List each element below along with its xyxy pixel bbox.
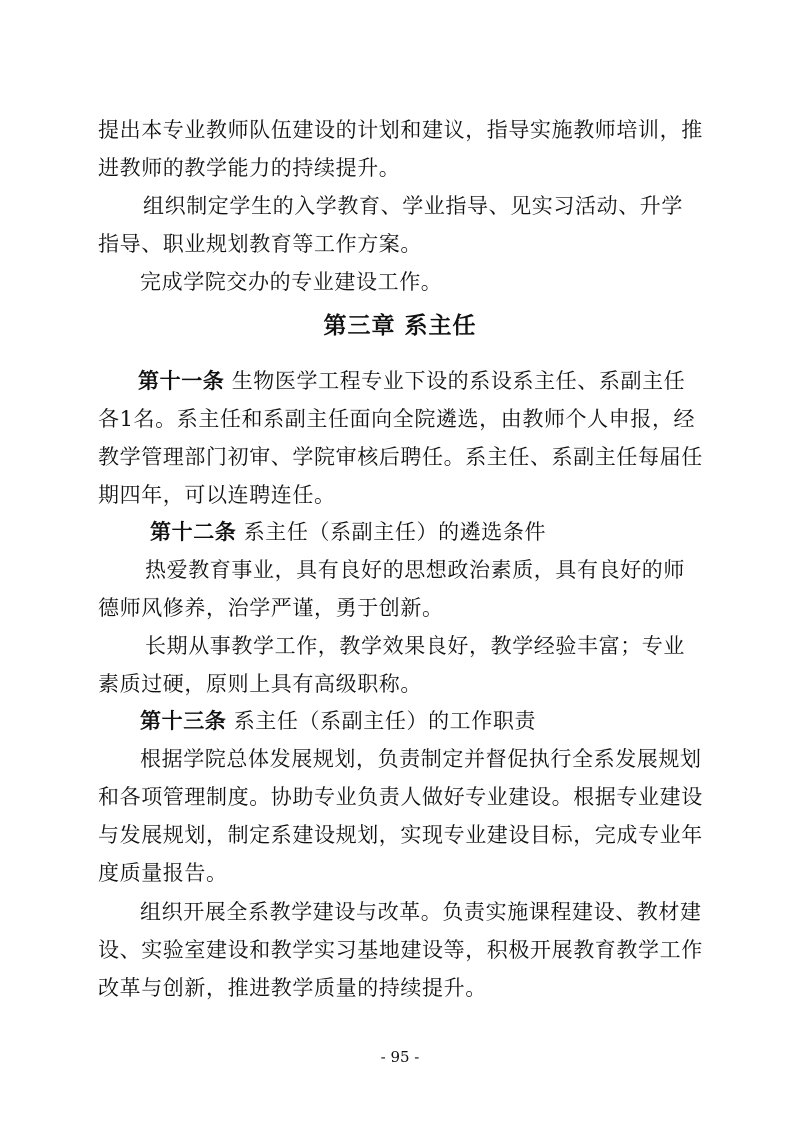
article-11-text: 生物医学工程专业下设的系设系主任、系副主任 (231, 369, 686, 393)
body-text-line: 完成学院交办的专业建设工作。 (140, 270, 443, 294)
article-13-title: 系主任（系副主任）的工作职责 (233, 709, 537, 733)
article-13-heading (140, 706, 536, 736)
article-13-label: 第十三条 (140, 708, 227, 733)
article-11-first-line (138, 366, 685, 396)
body-text-line: 各1名。系主任和系副主任面向全院遴选，由教师个人申报，经 (98, 407, 696, 431)
body-text-line: 进教师的教学能力的持续提升。 (98, 156, 401, 180)
article-12-heading (150, 517, 546, 547)
chapter-title: 第三章 系主任 (323, 312, 477, 339)
body-text-line: 热爱教育事业，具有良好的思想政治素质，具有良好的师 (145, 558, 685, 582)
body-text-line: 组织开展全系教学建设与改革。负责实施课程建设、教材建 (140, 900, 702, 924)
body-text-line: 德师风修养，治学严谨，勇于创新。 (98, 596, 444, 620)
body-text-line: 素质过硬，原则上具有高级职称。 (98, 672, 422, 696)
article-12-title: 系主任（系副主任）的遴选条件 (243, 520, 547, 544)
body-text-line: 指导、职业规划教育等工作方案。 (98, 232, 422, 256)
body-text-line: 度质量报告。 (98, 861, 228, 885)
body-text-line: 提出本专业教师队伍建设的计划和建议，指导实施教师培训，推 (98, 118, 703, 142)
body-text-line: 与发展规划，制定系建设规划，实现专业建设目标，完成专业年 (98, 823, 703, 847)
body-text-line: 期四年，可以连聘连任。 (98, 483, 336, 507)
body-text-line: 教学管理部门初审、学院审核后聘任。系主任、系副主任每届任 (98, 445, 703, 469)
body-text-line: 和各项管理制度。协助专业负责人做好专业建设。根据专业建设 (98, 785, 703, 809)
article-12-label: 第十二条 (150, 519, 237, 544)
page-number: - 95 - (380, 1048, 420, 1066)
article-11-label: 第十一条 (138, 368, 225, 393)
body-text-line: 改革与创新，推进教学质量的持续提升。 (98, 976, 487, 1000)
body-text-line: 组织制定学生的入学教育、学业指导、见实习活动、升学 (143, 194, 683, 218)
body-text-line: 设、实验室建设和教学实习基地建设等，积极开展教育教学工作 (98, 938, 703, 962)
body-text-line: 根据学院总体发展规划，负责制定并督促执行全系发展规划 (140, 747, 702, 771)
body-text-line: 长期从事教学工作，教学效果良好，教学经验丰富；专业 (145, 634, 685, 658)
